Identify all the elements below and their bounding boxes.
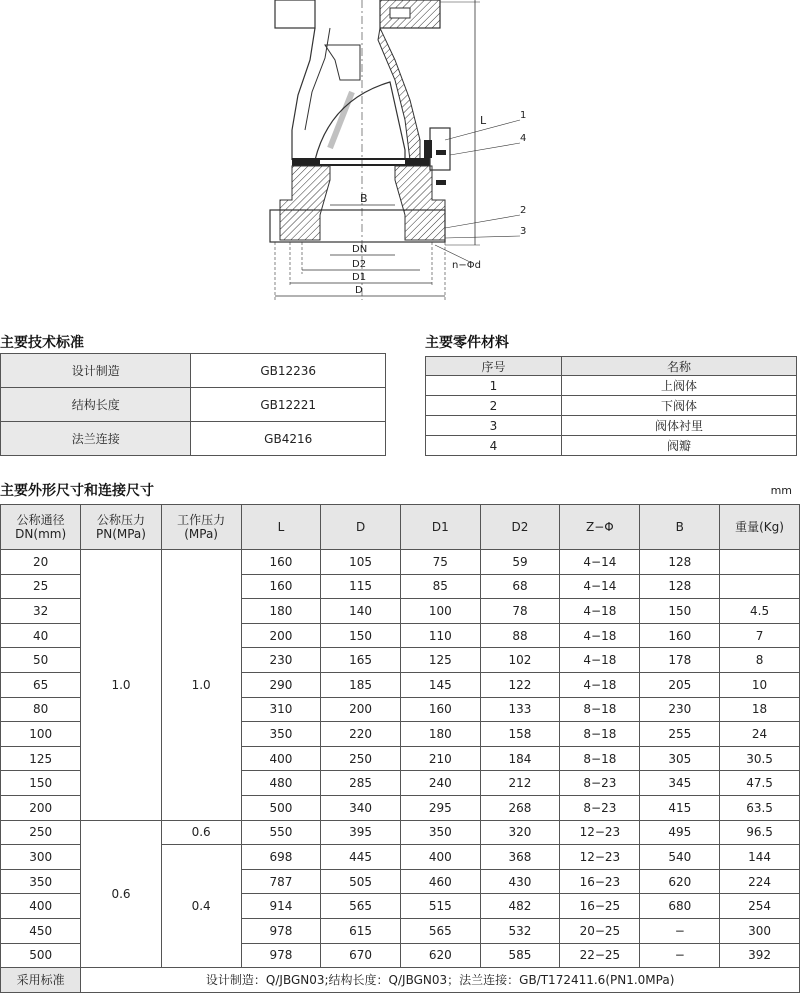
cell-D: 250 [321,746,401,771]
part-name: 上阀体 [562,376,797,396]
cell-D: 200 [321,697,401,722]
cell-pn: 0.6 [81,820,161,968]
cell-weight: 7 [720,623,800,648]
cell-D1: 210 [400,746,480,771]
header-D: D [321,505,401,550]
part-no: 3 [426,416,562,436]
cell-L: 500 [241,795,321,820]
cell-D: 615 [321,918,401,943]
cell-B: 205 [640,672,720,697]
cell-Z: 4−14 [560,550,640,575]
table-row [426,436,797,456]
callout-n-phi-d: n−Φd [452,260,481,271]
cell-D1: 460 [400,869,480,894]
cell-weight: 144 [720,845,800,870]
header-B: B [640,505,720,550]
footer-label: 采用标准 [1,968,81,993]
cell-L: 480 [241,771,321,796]
table-row [1,820,800,845]
cell-D1: 240 [400,771,480,796]
cell-weight: 8 [720,648,800,673]
cell-D: 505 [321,869,401,894]
cell-weight: 224 [720,869,800,894]
cell-D2: 368 [480,845,560,870]
cell-L: 400 [241,746,321,771]
cell-pn: 1.0 [81,550,161,821]
cell-dn: 40 [1,623,81,648]
std-label: 设计制造 [1,354,191,388]
cell-L: 698 [241,845,321,870]
cell-weight: 392 [720,943,800,968]
cell-dn: 250 [1,820,81,845]
callout-3: 3 [520,226,527,237]
callout-4: 4 [520,133,527,144]
header-D1: D1 [400,505,480,550]
dimensions-title: 主要外形尺寸和连接尺寸 [0,483,154,499]
cell-L: 787 [241,869,321,894]
footer-text: 设计制造：Q/JBGN03;结构长度：Q/JBGN03；法兰连接：GB/T172411.6(PN1.0MPa) [81,968,800,993]
cell-D2: 320 [480,820,560,845]
cell-dn: 450 [1,918,81,943]
cell-L: 350 [241,722,321,747]
cell-D2: 430 [480,869,560,894]
cell-B: 178 [640,648,720,673]
cell-D2: 68 [480,574,560,599]
cell-Z: 4−18 [560,623,640,648]
header-pn: 公称压力 PN(MPa) [81,505,161,550]
dim-D1-label: D1 [352,272,367,283]
std-value: GB4216 [191,422,386,456]
cell-Z: 8−23 [560,795,640,820]
cell-D1: 565 [400,918,480,943]
tech-standards-table [0,353,386,456]
cell-D: 150 [321,623,401,648]
cell-dn: 150 [1,771,81,796]
cell-D: 185 [321,672,401,697]
cell-Z: 4−14 [560,574,640,599]
cell-B: 160 [640,623,720,648]
cell-Z: 12−23 [560,845,640,870]
cell-B: 255 [640,722,720,747]
part-name: 阀体衬里 [562,416,797,436]
parts-table [425,356,797,456]
dim-D2-label: D2 [352,259,367,270]
cell-D: 115 [321,574,401,599]
cell-dn: 25 [1,574,81,599]
tech-standards-title: 主要技术标准 [0,335,84,351]
cell-D: 565 [321,894,401,919]
header-wp: 工作压力 (MPa) [161,505,241,550]
table-row [1,388,386,422]
cell-D1: 400 [400,845,480,870]
cell-weight: 63.5 [720,795,800,820]
cell-D2: 102 [480,648,560,673]
header-Z: Z−Φ [560,505,640,550]
cell-D1: 110 [400,623,480,648]
dimensions-table [0,504,800,993]
part-name: 下阀体 [562,396,797,416]
cell-Z: 8−18 [560,722,640,747]
cell-dn: 80 [1,697,81,722]
cell-dn: 65 [1,672,81,697]
dim-B-label: B [360,192,368,205]
cell-dn: 200 [1,795,81,820]
cell-Z: 16−23 [560,869,640,894]
cell-D2: 88 [480,623,560,648]
cell-Z: 4−18 [560,648,640,673]
cell-dn: 400 [1,894,81,919]
cell-L: 200 [241,623,321,648]
cell-L: 914 [241,894,321,919]
cell-D2: 158 [480,722,560,747]
cell-D1: 75 [400,550,480,575]
cell-L: 310 [241,697,321,722]
callout-2: 2 [520,205,527,216]
cell-weight: 96.5 [720,820,800,845]
cell-D2: 268 [480,795,560,820]
table-row [426,416,797,436]
cell-Z: 20−25 [560,918,640,943]
part-no: 1 [426,376,562,396]
cell-L: 180 [241,599,321,624]
cell-D1: 145 [400,672,480,697]
table-row [1,422,386,456]
part-name: 阀瓣 [562,436,797,456]
parts-title: 主要零件材料 [425,335,509,351]
cell-wp: 0.4 [161,845,241,968]
cell-Z: 8−18 [560,697,640,722]
cell-D: 395 [321,820,401,845]
cell-Z: 4−18 [560,599,640,624]
cell-weight: 24 [720,722,800,747]
cell-weight: 18 [720,697,800,722]
footer-row [1,968,800,993]
cell-D2: 122 [480,672,560,697]
cell-D2: 133 [480,697,560,722]
cell-B: 680 [640,894,720,919]
cell-L: 978 [241,918,321,943]
cell-D: 445 [321,845,401,870]
cell-Z: 16−25 [560,894,640,919]
dim-DN-label: DN [352,244,368,255]
cell-D1: 125 [400,648,480,673]
cell-B: 540 [640,845,720,870]
cell-weight [720,574,800,599]
cell-B: − [640,918,720,943]
cell-D: 105 [321,550,401,575]
cell-D2: 585 [480,943,560,968]
cell-D1: 620 [400,943,480,968]
dim-L-label: L [480,114,487,127]
cell-B: 230 [640,697,720,722]
table-row [1,354,386,388]
cell-D: 140 [321,599,401,624]
cell-B: 415 [640,795,720,820]
cell-D: 165 [321,648,401,673]
cell-dn: 125 [1,746,81,771]
cell-Z: 12−23 [560,820,640,845]
cell-dn: 20 [1,550,81,575]
cell-Z: 8−18 [560,746,640,771]
cell-D1: 160 [400,697,480,722]
header-D2: D2 [480,505,560,550]
cell-D1: 85 [400,574,480,599]
cell-B: − [640,943,720,968]
cell-D2: 59 [480,550,560,575]
cell-L: 978 [241,943,321,968]
cell-weight [720,550,800,575]
cell-B: 620 [640,869,720,894]
cell-wp: 1.0 [161,550,241,821]
cell-weight: 30.5 [720,746,800,771]
cell-D: 220 [321,722,401,747]
cell-D2: 482 [480,894,560,919]
cell-weight: 10 [720,672,800,697]
unit-label: mm [770,484,792,497]
std-label: 结构长度 [1,388,191,422]
header-weight: 重量(Kg) [720,505,800,550]
cell-B: 128 [640,574,720,599]
cell-dn: 100 [1,722,81,747]
cell-Z: 22−25 [560,943,640,968]
cell-dn: 32 [1,599,81,624]
cell-D2: 212 [480,771,560,796]
table-row [426,396,797,416]
cell-weight: 254 [720,894,800,919]
cell-L: 290 [241,672,321,697]
part-no: 2 [426,396,562,416]
cell-dn: 500 [1,943,81,968]
table-header-row [1,505,800,550]
cell-weight: 300 [720,918,800,943]
dim-D-label: D [355,285,363,296]
cell-B: 128 [640,550,720,575]
cell-L: 550 [241,820,321,845]
cell-B: 305 [640,746,720,771]
header-dn: 公称通径 DN(mm) [1,505,81,550]
table-header-row [426,357,797,376]
cell-D1: 100 [400,599,480,624]
cell-D: 340 [321,795,401,820]
cell-Z: 4−18 [560,672,640,697]
std-value: GB12236 [191,354,386,388]
valve-section-drawing [0,0,800,320]
cell-dn: 300 [1,845,81,870]
std-label: 法兰连接 [1,422,191,456]
cell-D1: 515 [400,894,480,919]
table-row [1,550,800,575]
part-no: 4 [426,436,562,456]
cell-D1: 350 [400,820,480,845]
cell-L: 230 [241,648,321,673]
cell-B: 150 [640,599,720,624]
cell-B: 495 [640,820,720,845]
cell-wp: 0.6 [161,820,241,845]
cell-D2: 532 [480,918,560,943]
cell-dn: 50 [1,648,81,673]
cell-D2: 184 [480,746,560,771]
cell-D: 670 [321,943,401,968]
cell-dn: 350 [1,869,81,894]
cell-weight: 47.5 [720,771,800,796]
cell-L: 160 [241,550,321,575]
cell-weight: 4.5 [720,599,800,624]
callout-1: 1 [520,110,527,121]
cell-D2: 78 [480,599,560,624]
table-row [426,376,797,396]
cell-D1: 180 [400,722,480,747]
cell-Z: 8−23 [560,771,640,796]
header-L: L [241,505,321,550]
header-no: 序号 [426,357,562,376]
header-name: 名称 [562,357,797,376]
std-value: GB12221 [191,388,386,422]
cell-D: 285 [321,771,401,796]
cell-L: 160 [241,574,321,599]
cell-B: 345 [640,771,720,796]
cell-D1: 295 [400,795,480,820]
